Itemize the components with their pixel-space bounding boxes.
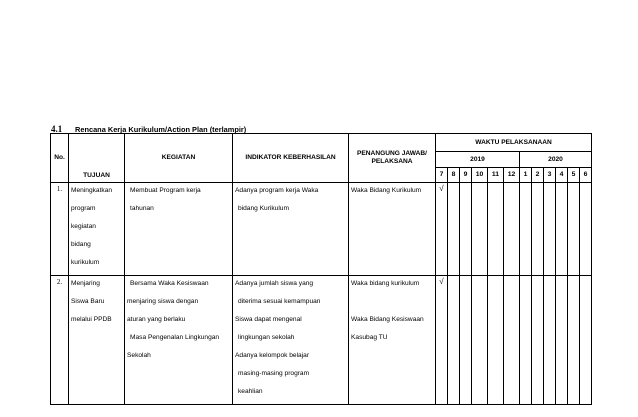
schedule-cell: [568, 183, 580, 276]
schedule-cell: [544, 183, 556, 276]
kegiatan-cell-line: aturan yang berlaku: [127, 316, 186, 323]
indikator-cell-line: Adanya jumlah siswa yang: [235, 280, 314, 287]
header-tujuan: TUJUAN: [69, 134, 125, 183]
header-waktu-pelaksanaan: WAKTU PELAKSANAAN: [436, 134, 592, 152]
indikator-cell-line: lingkungan sekolah: [238, 334, 295, 341]
indikator-cell: [233, 276, 349, 405]
penanggung-cell: [349, 183, 436, 276]
schedule-cell: [488, 276, 504, 405]
penanggung-cell: [349, 276, 436, 405]
month-header: 9: [460, 168, 472, 183]
month-header: 4: [556, 168, 568, 183]
month-header: 1: [520, 168, 532, 183]
tujuan-cell-line: program: [71, 205, 96, 212]
indikator-cell-line: masing-masing program: [238, 370, 310, 377]
schedule-cell: [520, 276, 532, 405]
kegiatan-cell: [125, 183, 233, 276]
indikator-cell: [233, 183, 349, 276]
schedule-cell: [436, 183, 448, 276]
kegiatan-cell-line: Masa Pengenalan Lingkungan: [130, 334, 220, 341]
kegiatan-cell-line: Membuat Program kerja: [130, 187, 201, 194]
penanggung-cell-line: Waka bidang kurikulum: [351, 280, 420, 287]
penanggung-cell-line: Waka Bidang Kurikulum: [351, 187, 422, 194]
kegiatan-cell-line: Bersama Waka Kesiswaan: [130, 280, 209, 287]
header-no: No.: [51, 134, 69, 183]
action-plan-table: [50, 133, 592, 405]
kegiatan-cell-line: menjaring siswa dengan: [127, 298, 199, 305]
row-number: 2.: [51, 276, 69, 405]
schedule-cell: [488, 183, 504, 276]
kegiatan-cell-line: tahunan: [130, 205, 154, 212]
section-number: 4.1: [51, 124, 63, 134]
header-penanggung-jawab: PENANGUNG JAWAB/ PELAKSANA: [349, 134, 436, 183]
schedule-cell: [556, 183, 568, 276]
header-year-2019: 2019: [436, 152, 520, 168]
month-header: 8: [448, 168, 460, 183]
indikator-cell-line: Adanya program kerja Waka: [235, 187, 319, 194]
indikator-cell-line: keahlian: [238, 388, 263, 395]
schedule-cell: [504, 276, 520, 405]
month-header: 12: [504, 168, 520, 183]
row-number: 1.: [51, 183, 69, 276]
penanggung-cell-line: Waka Bidang Kesiswaan: [351, 316, 424, 323]
schedule-cell: [472, 183, 488, 276]
tujuan-cell-line: bidang: [71, 241, 91, 248]
check-icon: √: [439, 277, 444, 286]
schedule-cell: [436, 276, 448, 405]
section-title: Rencana Kerja Kurikulum/Action Plan (terlampir): [75, 125, 247, 134]
indikator-cell-line: Siswa dapat mengenal: [235, 316, 302, 323]
table-row: [51, 276, 592, 405]
schedule-cell: [448, 276, 460, 405]
header-year-2020: 2020: [520, 152, 592, 168]
schedule-cell: [460, 276, 472, 405]
schedule-cell: [580, 183, 592, 276]
kegiatan-cell-line: Sekolah: [127, 352, 151, 359]
check-icon: √: [439, 184, 444, 193]
indikator-cell-line: Adanya kelompok belajar: [235, 352, 310, 359]
schedule-cell: [556, 276, 568, 405]
month-header: 6: [580, 168, 592, 183]
schedule-cell: [460, 183, 472, 276]
tujuan-cell-line: Menjaring: [71, 280, 100, 287]
table-row: [51, 183, 592, 276]
indikator-cell-line: diterima sesuai kemampuan: [238, 298, 321, 305]
tujuan-cell: [69, 183, 125, 276]
schedule-cell: [532, 183, 544, 276]
tujuan-cell: [69, 276, 125, 405]
penanggung-cell-line: Kasubag TU: [351, 334, 388, 341]
schedule-cell: [472, 276, 488, 405]
month-header: 7: [436, 168, 448, 183]
schedule-cell: [448, 183, 460, 276]
month-header: 10: [472, 168, 488, 183]
tujuan-cell-line: Siswa Baru: [71, 298, 105, 305]
month-header: 3: [544, 168, 556, 183]
tujuan-cell-line: Meningkatkan: [71, 187, 113, 194]
month-header: 11: [488, 168, 504, 183]
schedule-cell: [532, 276, 544, 405]
tujuan-cell-line: kegiatan: [71, 223, 96, 230]
schedule-cell: [520, 183, 532, 276]
indikator-cell-line: bidang Kurikulum: [238, 205, 289, 212]
schedule-cell: [544, 276, 556, 405]
header-kegiatan: KEGIATAN: [125, 134, 233, 183]
tujuan-cell-line: melalui PPDB: [71, 316, 112, 323]
header-indikator: INDIKATOR KEBERHASILAN: [233, 134, 349, 183]
month-header: 2: [532, 168, 544, 183]
schedule-cell: [568, 276, 580, 405]
schedule-cell: [504, 183, 520, 276]
month-header: 5: [568, 168, 580, 183]
kegiatan-cell: [125, 276, 233, 405]
tujuan-cell-line: kurikulum: [71, 259, 100, 266]
schedule-cell: [580, 276, 592, 405]
penanggung-cell-line: [351, 296, 433, 314]
